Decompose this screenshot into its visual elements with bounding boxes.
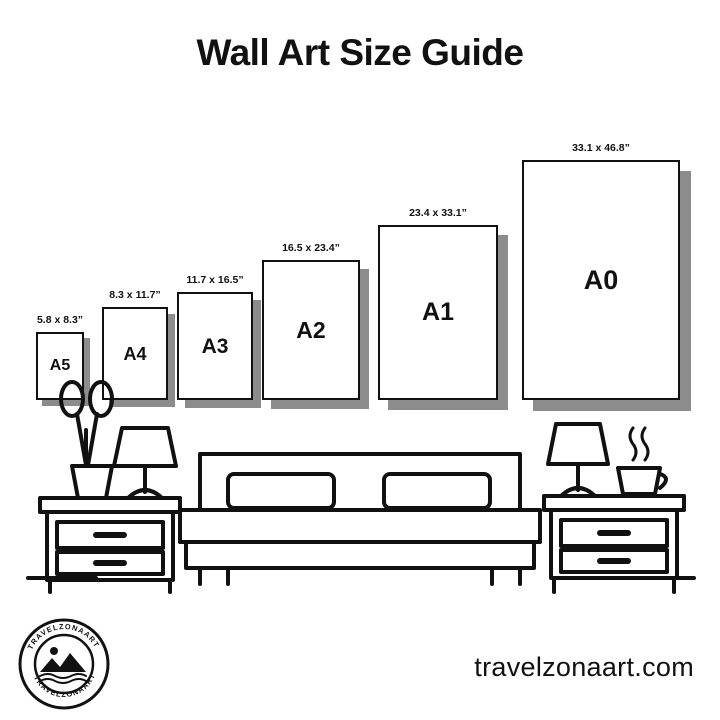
svg-text:TRAVELZONAART xyxy=(26,622,102,651)
bed-with-headboard-and-pillows xyxy=(180,454,540,584)
frame-size-name: A4 xyxy=(123,343,147,364)
frame-size-name: A2 xyxy=(296,316,326,343)
page-title: Wall Art Size Guide xyxy=(196,32,524,73)
logo-arc-text-bottom: TRAVELZONAART xyxy=(31,671,98,700)
frame-size-name: A1 xyxy=(422,298,454,326)
brand-logo[interactable] xyxy=(18,618,110,710)
frame-dimension-label: 5.8 x 8.3” xyxy=(36,314,84,326)
frame-size-name: A3 xyxy=(201,334,229,358)
frame-size-name: A5 xyxy=(49,357,71,374)
bedroom-illustration xyxy=(0,370,720,610)
website-url[interactable]: travelzonaart.com xyxy=(474,652,694,682)
frame-dimension-label: 8.3 x 11.7” xyxy=(109,289,161,301)
frame-size-name: A0 xyxy=(583,264,619,295)
left-table-lamp xyxy=(114,428,176,498)
footer xyxy=(0,608,720,720)
right-nightstand xyxy=(544,496,684,592)
right-table-lamp xyxy=(548,424,608,496)
frame-dimension-label: 33.1 x 46.8” xyxy=(572,142,630,154)
logo-arc-text-top: TRAVELZONAART xyxy=(25,621,102,652)
frame-dimension-label: 23.4 x 33.1” xyxy=(409,207,467,219)
frame-dimension-label: 16.5 x 23.4” xyxy=(282,242,340,254)
vase-with-flowers xyxy=(61,382,112,498)
frame-size-row xyxy=(0,110,720,400)
frame-item-a0[interactable] xyxy=(522,142,680,400)
frame-box xyxy=(522,160,680,400)
coffee-cup xyxy=(618,428,666,494)
frame-dimension-label: 11.7 x 16.5” xyxy=(186,274,244,286)
